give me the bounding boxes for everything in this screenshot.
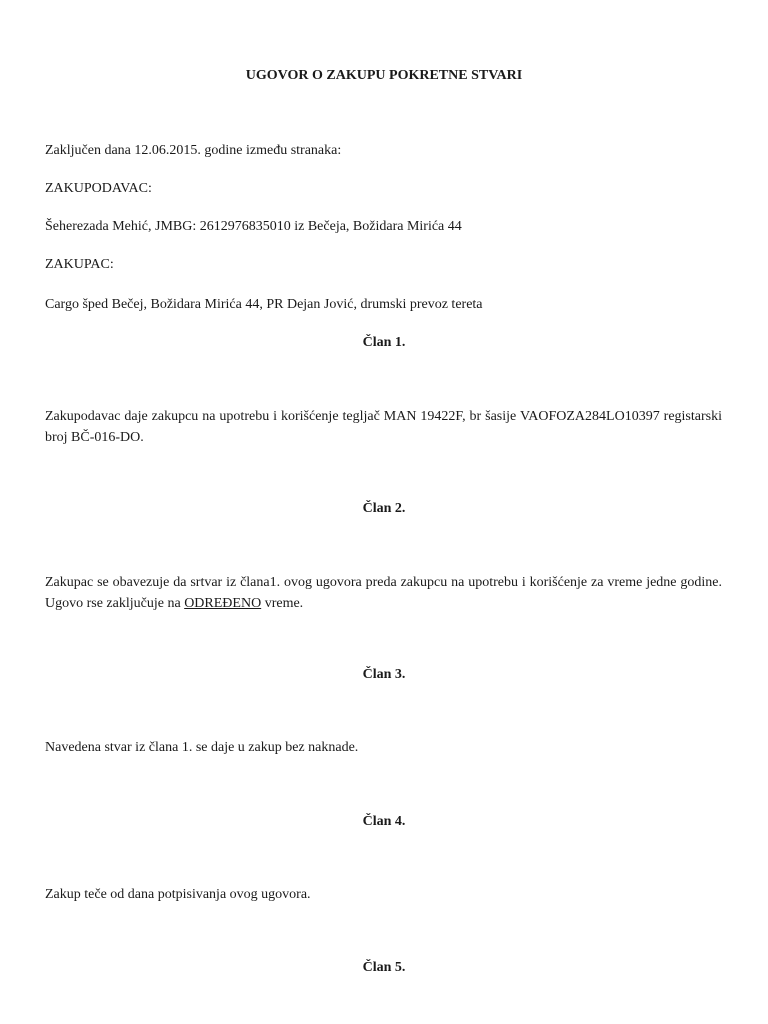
article-3-heading: Član 3. [362, 667, 406, 682]
article-1-text: Zakupodavac daje zakupcu na upotrebu i korišćenje tegljač MAN 19422F, br šasije VAOFOZA284LO10397 registarski broj BČ-016-DO. [45, 409, 722, 445]
article-2-text-after: vreme. [261, 596, 304, 611]
lessor-label: ZAKUPODAVAC: [45, 181, 152, 196]
lessee-details: Cargo šped Bečej, Božidara Mirića 44, PR Dejan Jović, drumski prevoz tereta [45, 297, 483, 312]
article-2-text-before: Zakupac se obavezuje da srtvar iz člana1. ovog ugovora preda zakupcu na upotrebu i korišćenje za vreme jedne godine. Ugovo rse zaključuje na [45, 575, 722, 611]
contract-intro: Zaključen dana 12.06.2015. godine između stranaka: [45, 143, 342, 158]
article-1-heading: Član 1. [362, 335, 406, 350]
article-2-text [45, 572, 722, 614]
contract-term-underlined: ODREĐENO [184, 596, 262, 611]
article-4-text: Zakup teče od dana potpisivanja ovog ugovora. [45, 887, 311, 902]
lessee-label: ZAKUPAC: [45, 257, 114, 272]
article-2-heading: Član 2. [362, 501, 406, 516]
article-4-heading: Član 4. [362, 814, 406, 829]
lessor-details: Šeherezada Mehić, JMBG: 2612976835010 iz Bečeja, Božidara Mirića 44 [45, 219, 462, 234]
document-title: UGOVOR O ZAKUPU POKRETNE STVARI [245, 68, 523, 83]
article-5-heading: Član 5. [362, 960, 406, 975]
article-3-text: Navedena stvar iz člana 1. se daje u zakup bez naknade. [45, 740, 359, 755]
